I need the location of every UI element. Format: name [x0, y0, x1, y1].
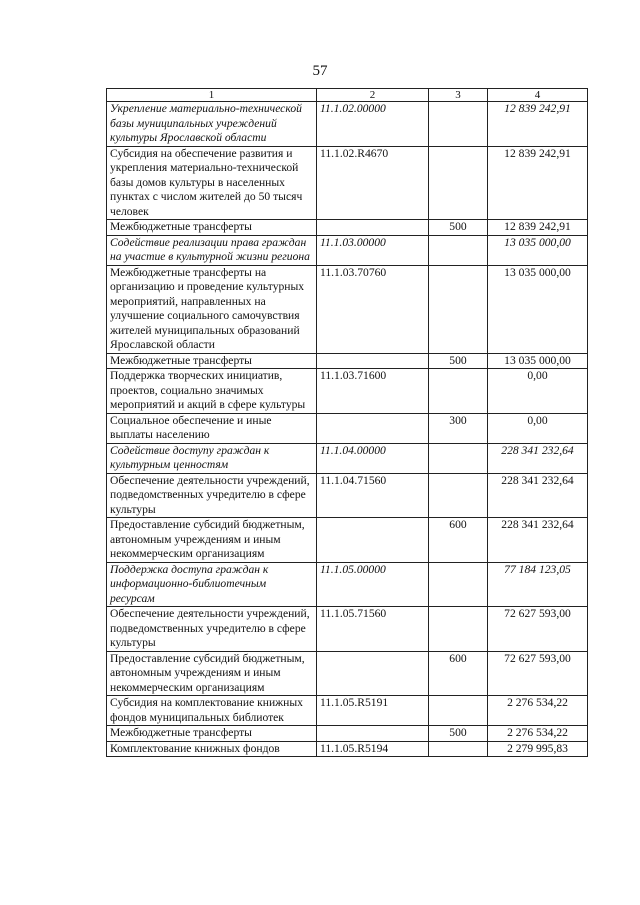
row-amount-cell: 2 276 534,22: [488, 726, 588, 742]
row-code-cell: [317, 651, 429, 696]
column-header-2: 2: [317, 89, 429, 102]
row-amount-cell: 72 627 593,00: [488, 651, 588, 696]
row-type-cell: [429, 443, 488, 473]
row-amount-cell: 13 035 000,00: [488, 235, 588, 265]
table-row: [107, 607, 588, 652]
row-type-cell: [429, 235, 488, 265]
row-name-cell: Обеспечение деятельности учреждений, подведомственных учредителю в сфере культуры: [107, 607, 317, 652]
column-header-3: 3: [429, 89, 488, 102]
row-amount-cell: 228 341 232,64: [488, 443, 588, 473]
table-row: [107, 102, 588, 147]
row-name-cell: Межбюджетные трансферты: [107, 220, 317, 236]
row-type-cell: [429, 607, 488, 652]
table-row: [107, 443, 588, 473]
row-type-cell: 300: [429, 413, 488, 443]
row-amount-cell: 2 276 534,22: [488, 696, 588, 726]
table-row: [107, 413, 588, 443]
table-row: [107, 235, 588, 265]
row-name-cell: Субсидия на комплектование книжных фондов муниципальных библиотек: [107, 696, 317, 726]
row-amount-cell: 12 839 242,91: [488, 146, 588, 220]
row-amount-cell: 77 184 123,05: [488, 562, 588, 607]
table-row: [107, 265, 588, 353]
table-row: [107, 741, 588, 757]
row-type-cell: 600: [429, 518, 488, 563]
row-code-cell: 11.1.05.R5191: [317, 696, 429, 726]
row-code-cell: [317, 413, 429, 443]
table-row: [107, 146, 588, 220]
row-name-cell: Предоставление субсидий бюджетным, автономным учреждениям и иным некоммерческим организациям: [107, 518, 317, 563]
row-type-cell: [429, 265, 488, 353]
row-code-cell: 11.1.02.R4670: [317, 146, 429, 220]
row-code-cell: 11.1.05.R5194: [317, 741, 429, 757]
column-header-1: 1: [107, 89, 317, 102]
row-type-cell: 500: [429, 726, 488, 742]
row-name-cell: Поддержка творческих инициатив, проектов, социально значимых мероприятий и акций в сфере культуры: [107, 369, 317, 414]
row-code-cell: 11.1.03.70760: [317, 265, 429, 353]
row-code-cell: 11.1.04.00000: [317, 443, 429, 473]
row-type-cell: [429, 562, 488, 607]
table-row: [107, 562, 588, 607]
row-type-cell: [429, 102, 488, 147]
row-code-cell: 11.1.05.00000: [317, 562, 429, 607]
table-row: [107, 353, 588, 369]
table-row: [107, 473, 588, 518]
row-amount-cell: 0,00: [488, 413, 588, 443]
row-code-cell: 11.1.03.71600: [317, 369, 429, 414]
table-row: [107, 220, 588, 236]
row-type-cell: 500: [429, 353, 488, 369]
row-name-cell: Поддержка доступа граждан к информационно-библиотечным ресурсам: [107, 562, 317, 607]
row-name-cell: Субсидия на обеспечение развития и укрепления материально-технической базы домов культуры в населенных пунктах с числом жителей до 50 тысяч человек: [107, 146, 317, 220]
row-amount-cell: 0,00: [488, 369, 588, 414]
row-code-cell: 11.1.02.00000: [317, 102, 429, 147]
row-name-cell: Содействие доступу граждан к культурным ценностям: [107, 443, 317, 473]
row-amount-cell: 12 839 242,91: [488, 220, 588, 236]
table-row: [107, 369, 588, 414]
row-code-cell: [317, 353, 429, 369]
row-name-cell: Укрепление материально-технической базы муниципальных учреждений культуры Ярославской области: [107, 102, 317, 147]
row-code-cell: [317, 220, 429, 236]
header-row: [107, 89, 588, 102]
row-type-cell: 500: [429, 220, 488, 236]
row-amount-cell: 228 341 232,64: [488, 473, 588, 518]
page-number: 57: [312, 63, 328, 79]
row-amount-cell: 13 035 000,00: [488, 265, 588, 353]
row-type-cell: [429, 696, 488, 726]
row-code-cell: [317, 518, 429, 563]
row-code-cell: 11.1.03.00000: [317, 235, 429, 265]
row-name-cell: Предоставление субсидий бюджетным, автономным учреждениям и иным некоммерческим организациям: [107, 651, 317, 696]
row-name-cell: Межбюджетные трансферты: [107, 353, 317, 369]
table-row: [107, 518, 588, 563]
row-name-cell: Содействие реализации права граждан на участие в культурной жизни региона: [107, 235, 317, 265]
row-amount-cell: 12 839 242,91: [488, 102, 588, 147]
row-code-cell: [317, 726, 429, 742]
table-row: [107, 651, 588, 696]
column-header-4: 4: [488, 89, 588, 102]
row-type-cell: [429, 146, 488, 220]
row-type-cell: 600: [429, 651, 488, 696]
budget-table: [106, 88, 588, 757]
row-type-cell: [429, 369, 488, 414]
row-name-cell: Обеспечение деятельности учреждений, подведомственных учредителю в сфере культуры: [107, 473, 317, 518]
row-amount-cell: 13 035 000,00: [488, 353, 588, 369]
row-type-cell: [429, 741, 488, 757]
row-code-cell: 11.1.04.71560: [317, 473, 429, 518]
row-type-cell: [429, 473, 488, 518]
row-name-cell: Комплектование книжных фондов: [107, 741, 317, 757]
row-amount-cell: 72 627 593,00: [488, 607, 588, 652]
row-amount-cell: 2 279 995,83: [488, 741, 588, 757]
row-name-cell: Межбюджетные трансферты на организацию и проведение культурных мероприятий, направленных на улучшение социального самочувствия жителей муниципальных образований Ярославской области: [107, 265, 317, 353]
row-amount-cell: 228 341 232,64: [488, 518, 588, 563]
row-name-cell: Межбюджетные трансферты: [107, 726, 317, 742]
table-row: [107, 726, 588, 742]
row-code-cell: 11.1.05.71560: [317, 607, 429, 652]
table-row: [107, 696, 588, 726]
row-name-cell: Социальное обеспечение и иные выплаты населению: [107, 413, 317, 443]
